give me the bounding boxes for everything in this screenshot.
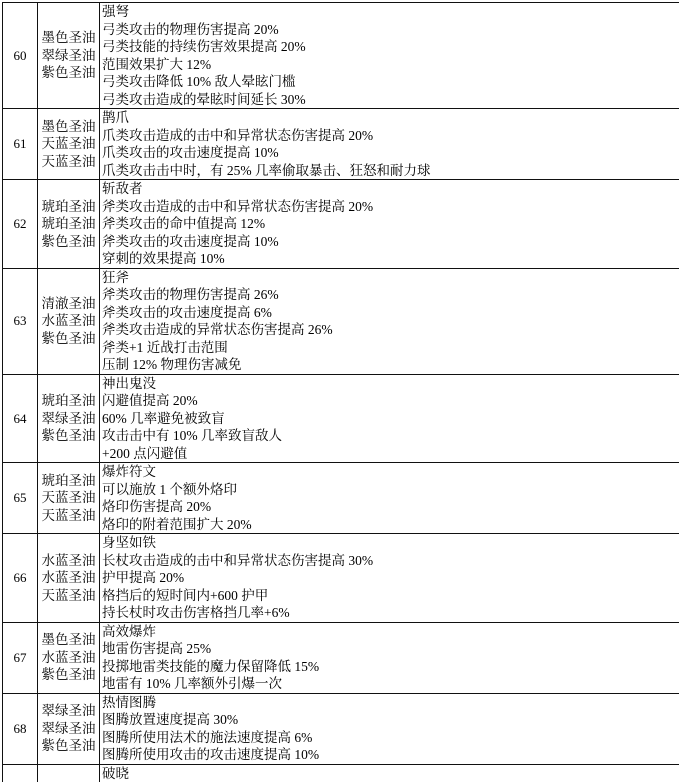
- notable-title: 强弩: [100, 3, 679, 21]
- oil-name: 琥珀圣油: [38, 198, 99, 216]
- oil-name: 墨色圣油: [38, 29, 99, 47]
- effect-line: 弓类攻击的物理伤害提高 20%: [100, 21, 679, 39]
- effect-line: 烙印的附着范围扩大 20%: [100, 516, 679, 534]
- effect-line: 可以施放 1 个额外烙印: [100, 481, 679, 499]
- effect-line: 爪类攻击击中时，有 25% 几率偷取暴击、狂怒和耐力球: [100, 162, 679, 180]
- effect-line: 图腾所使用攻击的攻击速度提高 10%: [100, 746, 679, 764]
- oils-cell: [38, 109, 100, 180]
- effect-line: 投掷地雷类技能的魔力保留降低 15%: [100, 658, 679, 676]
- effect-line: 斧类攻击的命中值提高 12%: [100, 215, 679, 233]
- oil-name: 翠绿圣油: [38, 702, 99, 720]
- notable-title: 斩敌者: [100, 180, 679, 198]
- effect-line: 烙印伤害提高 20%: [100, 498, 679, 516]
- oil-name: 天蓝圣油: [38, 587, 99, 605]
- effects-cell: [100, 268, 679, 374]
- effects-cell: [100, 109, 679, 180]
- effect-line: 格挡后的短时间内+600 护甲: [100, 587, 679, 605]
- oil-name: 水蓝圣油: [38, 569, 99, 587]
- effect-line: 弓类技能的持续伤害效果提高 20%: [100, 38, 679, 56]
- oil-name: 紫色圣油: [38, 233, 99, 251]
- notable-title: 狂斧: [100, 269, 679, 287]
- oil-name: 紫色圣油: [38, 427, 99, 445]
- oil-name: 翠绿圣油: [38, 410, 99, 428]
- level-cell: 61: [3, 109, 38, 180]
- effect-line: 弓类攻击造成的晕眩时间延长 30%: [100, 91, 679, 109]
- oil-name: 水蓝圣油: [38, 312, 99, 330]
- oil-name: 紫色圣油: [38, 64, 99, 82]
- effect-line: 图腾所使用法术的施法速度提高 6%: [100, 729, 679, 747]
- oil-name: 天蓝圣油: [38, 135, 99, 153]
- effect-line: 斧类攻击的物理伤害提高 26%: [100, 286, 679, 304]
- effects-cell: [100, 534, 679, 623]
- table-row: [3, 268, 679, 374]
- oil-name: 翠绿圣油: [38, 47, 99, 65]
- effect-line: 斧类攻击造成的击中和异常状态伤害提高 20%: [100, 198, 679, 216]
- effect-line: 斧类攻击的攻击速度提高 6%: [100, 304, 679, 322]
- level-cell: 65: [3, 463, 38, 534]
- oils-cell: [38, 374, 100, 463]
- oil-name: 墨色圣油: [38, 118, 99, 136]
- effect-line: 压制 12% 物理伤害减免: [100, 356, 679, 374]
- level-cell: 63: [3, 268, 38, 374]
- table-row: [3, 180, 679, 269]
- oil-name: 琥珀圣油: [38, 392, 99, 410]
- oil-name: 翠绿圣油: [38, 720, 99, 738]
- notable-title: 爆炸符文: [100, 463, 679, 481]
- effect-line: 图腾放置速度提高 30%: [100, 711, 679, 729]
- table-row: [3, 534, 679, 623]
- oil-name: 紫色圣油: [38, 666, 99, 684]
- level-cell: 64: [3, 374, 38, 463]
- oil-name: 天蓝圣油: [38, 507, 99, 525]
- effect-line: 攻击击中有 10% 几率致盲敌人: [100, 427, 679, 445]
- effect-line: +200 点闪避值: [100, 445, 679, 463]
- effect-line: 斧类攻击的攻击速度提高 10%: [100, 233, 679, 251]
- effect-line: 闪避值提高 20%: [100, 392, 679, 410]
- oil-name: 紫色圣油: [38, 737, 99, 755]
- notable-title: 热情图腾: [100, 694, 679, 712]
- effect-line: 穿刺的效果提高 10%: [100, 250, 679, 268]
- notable-title: 高效爆炸: [100, 623, 679, 641]
- oils-cell: [38, 3, 100, 109]
- table-row: [3, 109, 679, 180]
- effect-line: 范围效果扩大 12%: [100, 56, 679, 74]
- effects-cell: [100, 622, 679, 693]
- table-row: [3, 3, 679, 109]
- effect-line: 斧类攻击造成的异常状态伤害提高 26%: [100, 321, 679, 339]
- table-row: [3, 693, 679, 764]
- table-row: [3, 374, 679, 463]
- notable-title: 破晓: [100, 765, 679, 782]
- level-cell: 68: [3, 693, 38, 764]
- table-body: [3, 3, 679, 782]
- effects-cell: [100, 180, 679, 269]
- oil-name: 水蓝圣油: [38, 649, 99, 667]
- effect-line: 长杖攻击造成的击中和异常状态伤害提高 30%: [100, 552, 679, 570]
- oil-name: 清澈圣油: [38, 295, 99, 313]
- oil-name: 紫色圣油: [38, 330, 99, 348]
- table-row: [3, 463, 679, 534]
- anoint-table: [2, 2, 679, 782]
- oil-name: 水蓝圣油: [38, 552, 99, 570]
- effect-line: 护甲提高 20%: [100, 569, 679, 587]
- effect-line: 斧类+1 近战打击范围: [100, 339, 679, 357]
- effect-line: 弓类攻击降低 10% 敌人晕眩门槛: [100, 73, 679, 91]
- oil-name: 琥珀圣油: [38, 472, 99, 490]
- level-cell: 60: [3, 3, 38, 109]
- effects-cell: [100, 3, 679, 109]
- effects-cell: [100, 463, 679, 534]
- oils-cell: [38, 534, 100, 623]
- effect-line: 地雷伤害提高 25%: [100, 640, 679, 658]
- level-cell: 62: [3, 180, 38, 269]
- oils-cell: [38, 180, 100, 269]
- level-cell: 67: [3, 622, 38, 693]
- oils-cell: [38, 693, 100, 764]
- oil-name: 琥珀圣油: [38, 215, 99, 233]
- effect-line: 地雷有 10% 几率额外引爆一次: [100, 675, 679, 693]
- oil-name: 墨色圣油: [38, 631, 99, 649]
- oil-name: 天蓝圣油: [38, 489, 99, 507]
- oils-cell: [38, 622, 100, 693]
- oils-cell: [38, 268, 100, 374]
- notable-title: 身坚如铁: [100, 534, 679, 552]
- effects-cell: [100, 693, 679, 764]
- effect-line: 爪类攻击的攻击速度提高 10%: [100, 144, 679, 162]
- oils-cell: [38, 463, 100, 534]
- notable-title: 神出鬼没: [100, 375, 679, 393]
- level-cell: 66: [3, 534, 38, 623]
- notable-title: 鹊爪: [100, 109, 679, 127]
- effects-cell: [100, 374, 679, 463]
- oil-name: 天蓝圣油: [38, 153, 99, 171]
- effect-line: 持长杖时攻击伤害格挡几率+6%: [100, 604, 679, 622]
- table-row: [3, 622, 679, 693]
- effect-line: 爪类攻击造成的击中和异常状态伤害提高 20%: [100, 127, 679, 145]
- effect-line: 60% 几率避免被致盲: [100, 410, 679, 428]
